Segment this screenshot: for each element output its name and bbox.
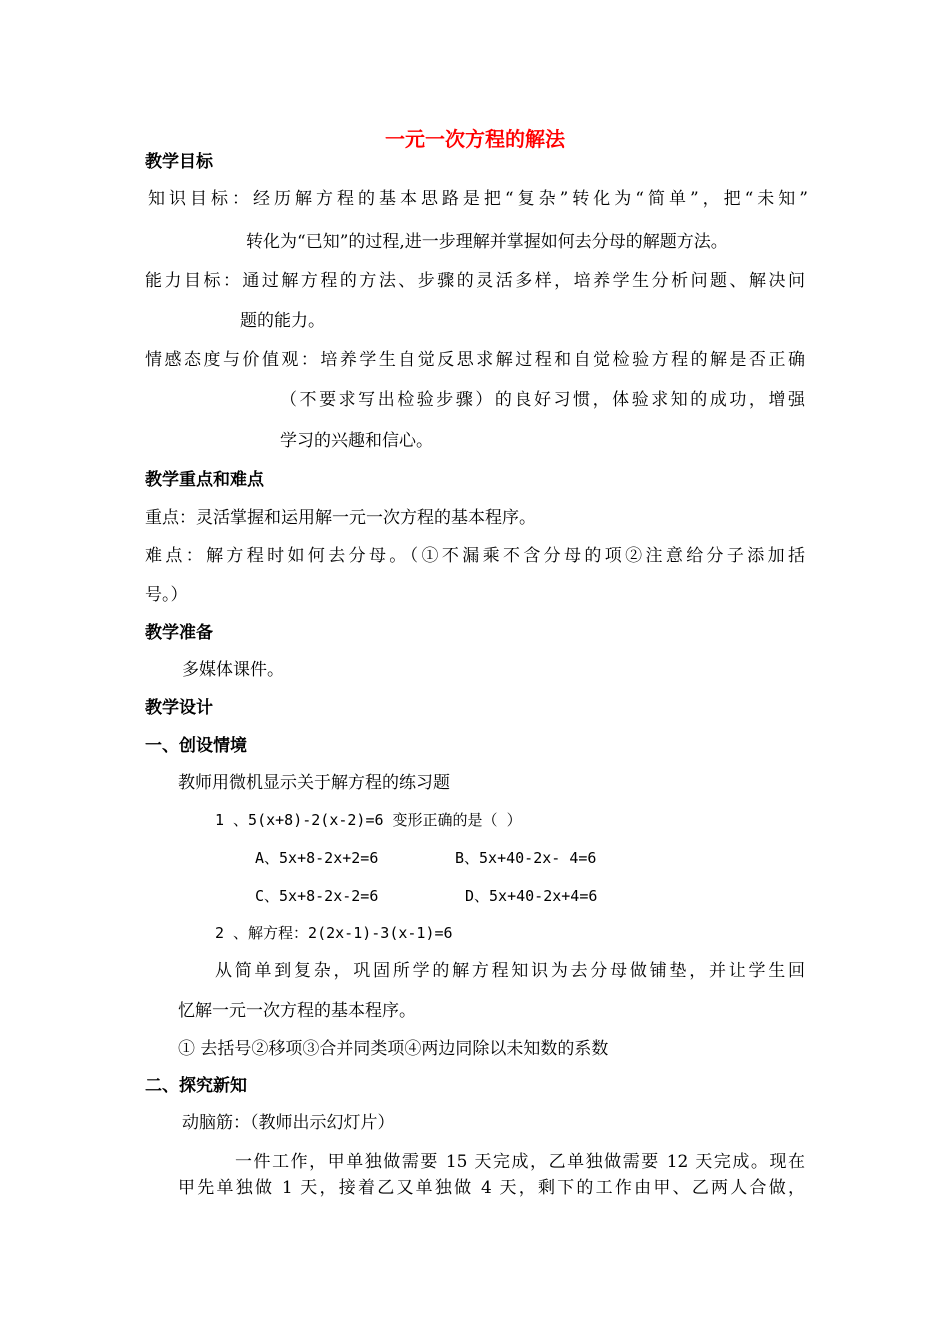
page-title: 一元一次方程的解法 bbox=[385, 127, 565, 151]
problem-line1: 一件工作，甲单独做需要 15 天完成，乙单独做需要 12 天完成。现在 bbox=[235, 1152, 805, 1172]
emotion-objective-line2: （不要求写出检验步骤）的良好习惯，体验求知的成功，增强 bbox=[280, 390, 805, 410]
focus-text: 重点：灵活掌握和运用解一元一次方程的基本程序。 bbox=[145, 508, 536, 528]
emotion-objective-line3: 学习的兴趣和信心。 bbox=[280, 431, 433, 451]
heading-section1: 一、创设情境 bbox=[145, 736, 247, 756]
preparation-text: 多媒体课件。 bbox=[182, 660, 284, 680]
ability-objective-line1: 能力目标：通过解方程的方法、步骤的灵活多样，培养学生分析问题、解决问 bbox=[145, 271, 805, 291]
section1-paragraph-line2: 忆解一元一次方程的基本程序。 bbox=[178, 1001, 416, 1021]
heading-section2: 二、探究新知 bbox=[145, 1076, 247, 1096]
section1-intro: 教师用微机显示关于解方程的练习题 bbox=[178, 773, 450, 793]
knowledge-objective-line2: 转化为“已知”的过程,进一步理解并掌握如何去分母的解题方法。 bbox=[246, 232, 728, 252]
question-2: 2 、解方程：2(2x-1)-3(x-1)=6 bbox=[215, 924, 453, 942]
option-c: C、5x+8-2x-2=6 bbox=[255, 887, 379, 905]
heading-preparation: 教学准备 bbox=[145, 623, 213, 643]
emotion-objective-line1: 情感态度与价值观：培养学生自觉反思求解过程和自觉检验方程的解是否正确 bbox=[145, 350, 805, 370]
question-1: 1 、5(x+8)-2(x-2)=6 变形正确的是（ ） bbox=[215, 811, 522, 829]
ability-objective-line2: 题的能力。 bbox=[240, 311, 325, 331]
section1-paragraph-line1: 从简单到复杂，巩固所学的解方程知识为去分母做铺垫，并让学生回 bbox=[215, 961, 805, 981]
difficulty-line1: 难点：解方程时如何去分母。（①不漏乘不含分母的项②注意给分子添加括 bbox=[145, 546, 805, 566]
knowledge-objective-line1: 知识目标：经历解方程的基本思路是把“复杂”转化为“简单”，把“未知” bbox=[148, 189, 808, 209]
heading-design: 教学设计 bbox=[145, 698, 213, 718]
difficulty-line2: 号。） bbox=[145, 585, 188, 605]
option-d: D、5x+40-2x+4=6 bbox=[465, 887, 598, 905]
heading-key-points: 教学重点和难点 bbox=[145, 470, 264, 490]
section2-intro: 动脑筋：（教师出示幻灯片） bbox=[182, 1113, 395, 1133]
option-a: A、5x+8-2x+2=6 bbox=[255, 849, 379, 867]
heading-objectives: 教学目标 bbox=[145, 152, 213, 172]
problem-line2: 甲先单独做 1 天，接着乙又单独做 4 天，剩下的工作由甲、乙两人合做， bbox=[178, 1178, 805, 1198]
solving-steps: ① 去括号②移项③合并同类项④两边同除以未知数的系数 bbox=[178, 1039, 609, 1059]
option-b: B、5x+40-2x- 4=6 bbox=[455, 849, 597, 867]
